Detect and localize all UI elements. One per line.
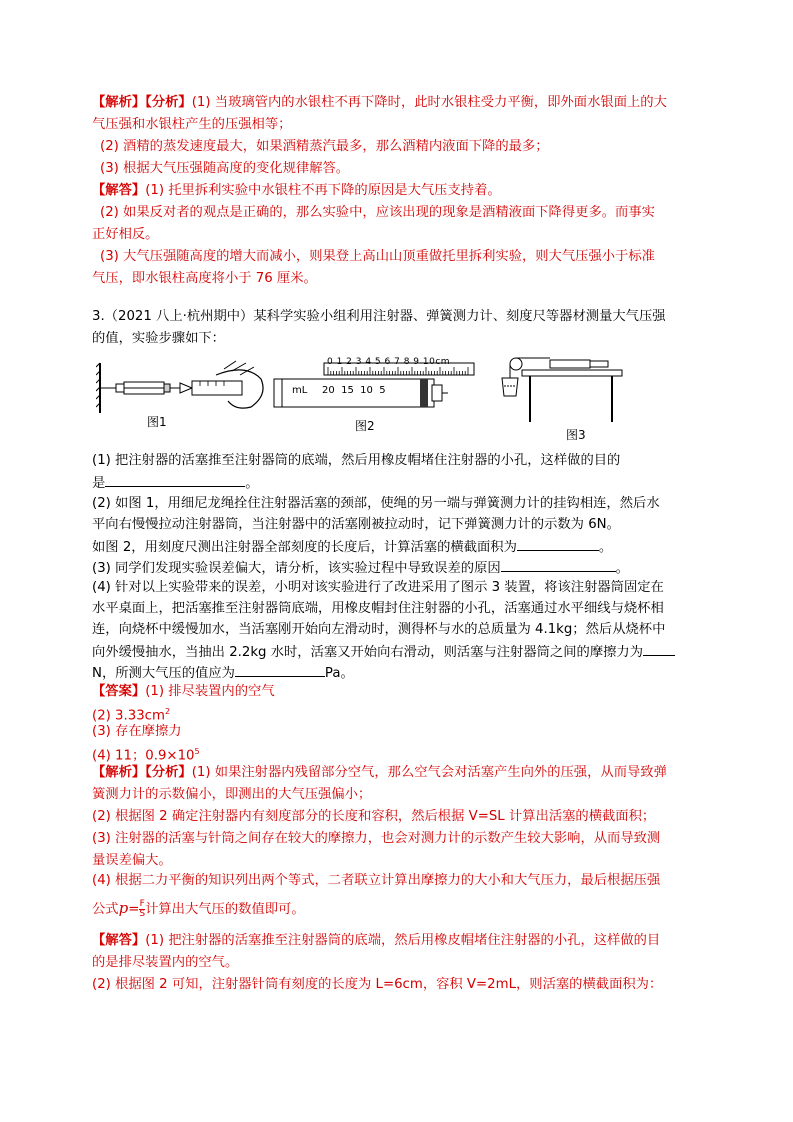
figure-1-caption: 图1 xyxy=(147,415,167,429)
analysis-line-7-formula: 公式p= $\frac{F}{S}$ 计算出大气压的数值即可。 xyxy=(92,898,305,919)
analysis-line-2: 簧测力计的示数偏小，即测出的大气压强偏小； xyxy=(92,787,372,802)
answer-blank-3[interactable] xyxy=(501,558,616,572)
answer-line-3: (3) 存在摩擦力 xyxy=(92,724,182,739)
answer-line-4: (4) 11；$0.9\times 10^5$ xyxy=(92,747,200,764)
answer-tag: 【解答】 xyxy=(92,183,146,198)
figure-2-caption: 图2 xyxy=(355,419,375,433)
q2-line-1: (2) 如图 1，用细尼龙绳拴住注射器活塞的颈部，使绳的另一端与弹簧测力计的挂钩相连，然后水 xyxy=(92,496,660,511)
analysis-key-tag: 【解析】【分析】 xyxy=(92,765,192,780)
prev-answer-line-3: 正好相反。 xyxy=(92,227,159,242)
analysis-line-6: (4) 根据二力平衡的知识列出两个等式，二者联立计算出摩擦力的大小和大气压力，最后根据压强 xyxy=(92,873,661,888)
formula-fraction: $\frac{F}{S}$ xyxy=(139,898,146,919)
q4-line-2: 水平桌面上，把活塞推至注射器筒底端，用橡皮帽封住注射器的小孔，活塞通过水平细线与烧杯相 xyxy=(92,601,664,616)
q2-line-3: 如图 2，用刻度尺测出注射器全部刻度的长度后，计算活塞的横截面积为 。 xyxy=(92,537,612,556)
prev-answer-line-1: 【解答】(1) 托里拆利实验中水银柱不再下降的原因是大气压支持着。 xyxy=(92,183,501,198)
figure-3-table-beaker-setup xyxy=(500,352,625,427)
analysis-line-4: (3) 注射器的活塞与针筒之间存在较大的摩擦力，也会对测力计的示数产生较大影响，从而导致测 xyxy=(92,831,661,846)
solution-line-1: 【解答】(1) 把注射器的活塞推至注射器筒的底端，然后用橡皮帽堵住注射器的小孔，这样做的目 xyxy=(92,933,661,948)
prev-analysis-line-3: (2) 酒精的蒸发速度最大，如果酒精蒸汽最多，那么酒精内液面下降的最多； xyxy=(100,139,549,154)
figure-1-syringe-spring-scale xyxy=(96,355,271,420)
prev-analysis-line-1: 【解析】【分析】(1) 当玻璃管内的水银柱不再下降时，此时水银柱受力平衡，即外面水银面上的大 xyxy=(92,95,667,110)
syringe-scale-numbers: 20 15 10 5 xyxy=(322,385,386,396)
question-stem-line-2: 的值，实验步骤如下： xyxy=(92,331,225,346)
solution-tag: 【解答】 xyxy=(92,933,146,948)
answer-key-tag: 【答案】 xyxy=(92,684,146,699)
solution-line-3: (2) 根据图 2 可知，注射器针筒有刻度的长度为 L=6cm，容积 V=2mL，则活塞的横截面积为： xyxy=(92,977,663,992)
q3-line-1: (3) 同学们发现实验误差偏大，请分析，该实验过程中导致误差的原因 。 xyxy=(92,558,629,577)
formula-p: p xyxy=(118,899,129,917)
answer-blank-1[interactable] xyxy=(105,473,245,487)
q1-line-2: 是 。 xyxy=(92,473,259,492)
q4-line-4: 向外缓慢抽水，当抽出 2.2kg 水时，活塞又开始向右滑动，则活塞与注射器筒之间的摩擦力为 xyxy=(92,642,675,661)
analysis-line-5: 量误差偏大。 xyxy=(92,853,172,868)
analysis-line-1: 【解析】【分析】(1) 如果注射器内残留部分空气，那么空气会对活塞产生向外的压强，从而导致弹 xyxy=(92,765,667,780)
answer-line-1: 【答案】(1) 排尽装置内的空气 xyxy=(92,684,275,699)
prev-answer-line-5: 气压，即水银柱高度将小于 76 厘米。 xyxy=(92,271,317,286)
answer-blank-4[interactable] xyxy=(643,642,675,656)
answer-line-2: (2) $3.33cm^2$ xyxy=(92,707,171,724)
q4-line-1: (4) 针对以上实验带来的误差，小明对该实验进行了改进采用了图示 3 装置，将该注射器筒固定在 xyxy=(92,580,664,595)
analysis-tag: 【解析】【分析】 xyxy=(92,95,192,110)
q2-line-2: 平向右慢慢拉动注射器筒，当注射器中的活塞刚被拉动时，记下弹簧测力计的示数为 6N。 xyxy=(92,517,620,532)
syringe-unit-label: mL xyxy=(292,385,308,396)
analysis-line-3: (2) 根据图 2 确定注射器内有刻度部分的长度和容积，然后根据 V=SL 计算出活塞的横截面积； xyxy=(92,809,656,824)
q4-line-3: 连，向烧杯中缓慢加水，当活塞刚开始向左滑动时，测得杯与水的总质量为 4.1kg；然后从烧杯中 xyxy=(92,622,666,637)
prev-answer-line-2: (2) 如果反对者的观点是正确的，那么实验中，应该出现的现象是酒精液面下降得更多。而事实 xyxy=(100,205,655,220)
prev-analysis-line-2: 气压强和水银柱产生的压强相等； xyxy=(92,117,292,132)
prev-analysis-line-4: (3) 根据大气压强随高度的变化规律解答。 xyxy=(100,161,350,176)
prev-answer-line-4: (3) 大气压强随高度的增大而减小，则果登上高山山顶重做托里拆利实验，则大气压强小于标准 xyxy=(100,249,655,264)
solution-line-2: 的是排尽装置内的空气。 xyxy=(92,955,239,970)
figure-3-caption: 图3 xyxy=(566,428,586,442)
answer-blank-5[interactable] xyxy=(235,663,325,677)
ruler-top-numbers: 0 1 2 3 4 5 6 7 8 9 10cm xyxy=(327,357,451,367)
q4-line-5: N，所测大气压的值应为 Pa。 xyxy=(92,663,354,682)
question-stem-line-1: 3.（2021 八上·杭州期中）某科学实验小组利用注射器、弹簧测力计、刻度尺等器材测量大气压强 xyxy=(92,309,666,324)
answer-blank-2[interactable] xyxy=(517,537,599,551)
q1-line-1: (1) 把注射器的活塞推至注射器筒的底端，然后用橡皮帽堵住注射器的小孔，这样做的目的 xyxy=(92,453,621,468)
